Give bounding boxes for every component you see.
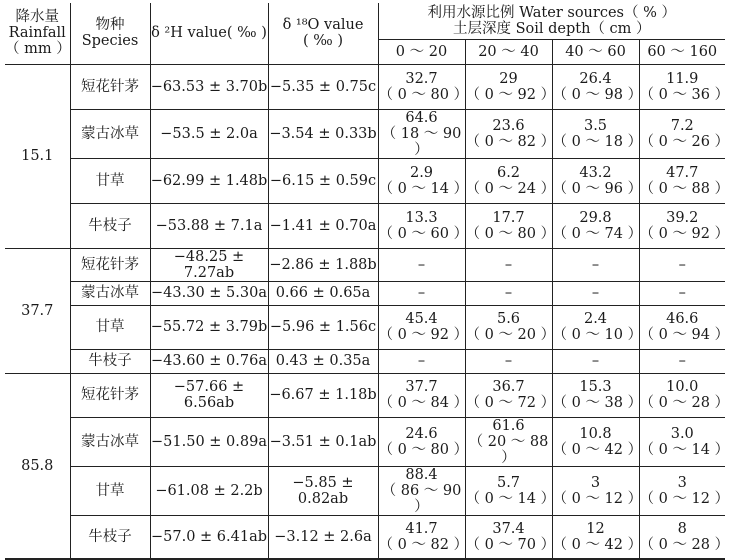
water-source-cell-60-160 <box>639 158 730 203</box>
water-source-table <box>5 3 730 560</box>
water-source-cell-20-40 <box>465 109 556 158</box>
water-source-percent: 2.4 <box>583 311 608 327</box>
d2h-cell: −55.72 ± 3.79b <box>150 305 268 349</box>
species-cell: 短花针茅 <box>70 373 150 417</box>
species-cell: 短花针茅 <box>70 248 150 281</box>
water-source-range: （ 0 ～ 42 ） <box>552 536 643 553</box>
header-rainfall-unit: （ mm ） <box>5 41 71 58</box>
water-source-percent: 36.7 <box>492 379 525 395</box>
d18o-cell: −5.96 ± 1.56c <box>268 305 378 349</box>
header-depth-40-60: 40 ～ 60 <box>552 39 639 64</box>
water-source-percent: 39.2 <box>666 209 699 226</box>
header-species-en: Species <box>81 33 139 50</box>
water-source-percent: 10.8 <box>579 425 612 442</box>
water-source-cell-0-20 <box>378 158 469 203</box>
water-source-percent: 3.5 <box>583 117 608 134</box>
water-source-percent: 17.7 <box>492 209 525 226</box>
water-source-percent: 13.3 <box>405 209 438 226</box>
water-source-percent: 3.0 <box>670 425 694 442</box>
water-source-cell-0-20 <box>378 515 469 559</box>
water-source-range: （ 0 ～ 70 ） <box>465 536 556 553</box>
table-body <box>5 64 730 559</box>
water-source-cell-20-40 <box>465 64 556 109</box>
water-source-cell-40-60 <box>552 373 643 417</box>
water-source-cell-20-40 <box>465 281 552 305</box>
water-source-range: （ 0 ～ 14 ） <box>465 490 556 507</box>
water-source-percent: 5.7 <box>496 474 521 491</box>
d2h-cell: −43.60 ± 0.76a <box>150 349 268 373</box>
d18o-cell: −2.86 ± 1.88b <box>268 248 378 281</box>
water-source-percent: – <box>417 256 426 273</box>
water-source-percent: 37.4 <box>492 520 525 537</box>
water-source-percent: 88.4 <box>405 466 438 483</box>
water-source-range: （ 0 ～ 12 ） <box>552 490 643 507</box>
d2h-cell: −61.08 ± 2.2b <box>150 466 268 515</box>
water-source-percent: 32.7 <box>405 70 438 87</box>
d2h-cell: −57.66 ± 6.56ab <box>150 373 268 417</box>
table-row <box>5 158 725 203</box>
water-source-cell-40-60 <box>552 203 643 248</box>
header-rainfall-cn: 降水量 <box>15 9 59 26</box>
water-source-range: （ 0 ～ 14 ） <box>378 180 469 197</box>
table-row <box>5 305 725 349</box>
water-source-range: （ 18 ～ 90 ） <box>381 125 462 158</box>
d18o-cell: −3.12 ± 2.6a <box>268 515 378 559</box>
water-source-cell-0-20 <box>378 466 465 515</box>
water-source-cell-20-40 <box>465 203 556 248</box>
water-source-cell-60-160 <box>639 64 730 109</box>
species-cell: 牛枝子 <box>70 203 150 248</box>
d18o-cell: −1.41 ± 0.70a <box>268 203 378 248</box>
water-source-range: （ 0 ～ 82 ） <box>378 536 469 553</box>
water-source-cell-40-60 <box>552 417 643 466</box>
d18o-cell: −6.67 ± 1.18b <box>268 373 378 417</box>
water-source-range: （ 0 ～ 14 ） <box>639 441 730 458</box>
water-source-range: （ 0 ～ 94 ） <box>639 327 730 343</box>
table-row <box>5 248 725 281</box>
water-source-range: （ 86 ～ 90 ） <box>381 482 462 515</box>
water-source-cell-40-60 <box>552 109 643 158</box>
water-source-percent: 61.6 <box>492 417 525 434</box>
header-d18o <box>268 3 378 64</box>
water-source-cell-20-40 <box>465 373 556 417</box>
header-species-cn: 物种 <box>95 17 125 34</box>
rainfall-cell: 85.8 <box>5 373 70 559</box>
header-soil-depth-label: 土层深度 Soil depth（ cm ） <box>452 20 651 37</box>
water-source-cell-0-20 <box>378 281 465 305</box>
header-rainfall-en: Rainfall <box>8 25 66 42</box>
water-source-cell-40-60 <box>552 158 643 203</box>
water-source-percent: – <box>591 285 600 301</box>
water-source-range: （ 0 ～ 72 ） <box>465 395 556 411</box>
water-source-percent: 29 <box>499 70 518 87</box>
water-source-percent: – <box>678 285 686 301</box>
water-source-range: （ 0 ～ 80 ） <box>465 225 556 242</box>
water-source-range: （ 0 ～ 92 ） <box>378 327 469 343</box>
header-depth-20-40: 20 ～ 40 <box>465 39 552 64</box>
rainfall-cell: 15.1 <box>5 64 70 248</box>
water-source-cell-0-20 <box>378 305 469 349</box>
water-source-range: （ 20 ～ 88 ） <box>468 433 549 466</box>
table-row <box>5 281 725 305</box>
species-cell: 牛枝子 <box>70 349 150 373</box>
water-source-percent: 8 <box>677 520 687 537</box>
water-source-range: （ 0 ～ 82 ） <box>465 133 556 150</box>
water-source-cell-40-60 <box>552 515 643 559</box>
water-source-range: （ 0 ～ 74 ） <box>552 225 643 242</box>
header-depth-60-160: 60 ～ 160 <box>639 39 725 64</box>
water-source-cell-20-40 <box>465 305 556 349</box>
water-source-cell-20-40 <box>465 417 552 466</box>
d2h-cell: −62.99 ± 1.48b <box>150 158 268 203</box>
water-source-cell-20-40 <box>465 349 552 373</box>
water-source-range: （ 0 ～ 12 ） <box>639 490 730 507</box>
water-source-range: （ 0 ～ 28 ） <box>639 395 730 411</box>
water-source-range: （ 0 ～ 92 ） <box>465 86 556 103</box>
header-species <box>70 3 150 64</box>
water-source-cell-60-160 <box>639 305 730 349</box>
water-source-cell-40-60 <box>552 349 639 373</box>
water-source-range: （ 0 ～ 98 ） <box>552 86 643 103</box>
water-source-cell-40-60 <box>552 64 643 109</box>
species-cell: 蒙古冰草 <box>70 109 150 158</box>
water-source-percent: – <box>678 353 686 369</box>
water-source-percent: 47.7 <box>666 164 699 181</box>
water-source-percent: – <box>678 256 686 273</box>
water-source-percent: 5.6 <box>496 311 521 327</box>
header-rainfall <box>5 3 70 64</box>
d2h-cell: −53.88 ± 7.1a <box>150 203 268 248</box>
water-source-range: （ 0 ～ 20 ） <box>465 327 556 343</box>
water-source-range: （ 0 ～ 36 ） <box>639 86 730 103</box>
water-source-cell-20-40 <box>465 248 552 281</box>
water-source-range: （ 0 ～ 88 ） <box>639 180 730 197</box>
water-source-percent: 10.0 <box>666 379 699 395</box>
water-source-cell-0-20 <box>378 109 465 158</box>
water-source-percent: – <box>417 353 426 369</box>
d18o-cell: −6.15 ± 0.59c <box>268 158 378 203</box>
d2h-cell: −53.5 ± 2.0a <box>150 109 268 158</box>
water-source-cell-0-20 <box>378 203 469 248</box>
water-source-cell-60-160 <box>639 349 725 373</box>
d2h-cell: −57.0 ± 6.41ab <box>150 515 268 559</box>
water-source-cell-60-160 <box>639 281 725 305</box>
water-source-cell-0-20 <box>378 64 469 109</box>
water-source-cell-0-20 <box>378 373 469 417</box>
d18o-cell: 0.43 ± 0.35a <box>268 349 378 373</box>
table-row <box>5 109 725 158</box>
water-source-percent: 12 <box>586 520 605 537</box>
species-cell: 蒙古冰草 <box>70 281 150 305</box>
water-source-range: （ 0 ～ 80 ） <box>378 441 469 458</box>
water-source-percent: – <box>504 353 513 369</box>
water-source-cell-0-20 <box>378 349 465 373</box>
water-source-percent: 6.2 <box>496 164 521 181</box>
water-source-percent: 23.6 <box>492 117 525 134</box>
d2h-cell: −43.30 ± 5.30a <box>150 281 268 305</box>
species-cell: 甘草 <box>70 305 150 349</box>
water-source-range: （ 0 ～ 84 ） <box>378 395 469 411</box>
water-source-range: （ 0 ～ 26 ） <box>639 133 730 150</box>
water-source-range: （ 0 ～ 24 ） <box>465 180 556 197</box>
water-source-cell-20-40 <box>465 466 556 515</box>
header-d18o-unit: ( ‰ ) <box>303 33 343 50</box>
water-source-cell-60-160 <box>639 203 730 248</box>
table-row <box>5 466 725 515</box>
water-source-cell-60-160 <box>639 417 730 466</box>
water-source-range: （ 0 ～ 80 ） <box>378 86 469 103</box>
water-source-range: （ 0 ～ 10 ） <box>552 327 643 343</box>
water-source-range: （ 0 ～ 60 ） <box>378 225 469 242</box>
d18o-cell: −5.35 ± 0.75c <box>268 64 378 109</box>
water-source-percent: 41.7 <box>405 520 438 537</box>
water-source-percent: 45.4 <box>405 311 438 327</box>
water-source-percent: 3 <box>590 474 601 491</box>
water-source-range: （ 0 ～ 28 ） <box>639 536 730 553</box>
d2h-cell: −63.53 ± 3.70b <box>150 64 268 109</box>
water-source-cell-20-40 <box>465 515 556 559</box>
water-source-percent: 29.8 <box>579 209 612 226</box>
water-source-percent: – <box>504 285 513 301</box>
water-source-percent: 24.6 <box>405 425 438 442</box>
d18o-cell: −5.85 ± 0.82ab <box>268 466 378 515</box>
water-source-percent: 46.6 <box>666 311 699 327</box>
header-water-sources <box>378 3 725 39</box>
water-source-percent: – <box>417 285 426 301</box>
species-cell: 甘草 <box>70 158 150 203</box>
d2h-cell: −51.50 ± 0.89a <box>150 417 268 466</box>
water-source-percent: – <box>591 256 600 273</box>
table-row <box>5 64 725 109</box>
water-source-percent: – <box>504 256 513 273</box>
d18o-cell: −3.51 ± 0.1ab <box>268 417 378 466</box>
species-cell: 甘草 <box>70 466 150 515</box>
water-source-cell-40-60 <box>552 281 639 305</box>
water-source-percent: 2.9 <box>409 164 434 181</box>
d18o-cell: −3.54 ± 0.33b <box>268 109 378 158</box>
rainfall-cell: 37.7 <box>5 248 70 373</box>
table-row <box>5 203 725 248</box>
d18o-cell: 0.66 ± 0.65a <box>268 281 378 305</box>
water-source-percent: 43.2 <box>579 164 612 181</box>
water-source-cell-20-40 <box>465 158 556 203</box>
species-cell: 牛枝子 <box>70 515 150 559</box>
water-source-range: （ 0 ～ 38 ） <box>552 395 643 411</box>
header-depth-0-20: 0 ～ 20 <box>378 39 465 64</box>
water-source-range: （ 0 ～ 42 ） <box>552 441 643 458</box>
water-source-cell-60-160 <box>639 109 730 158</box>
water-source-range: （ 0 ～ 96 ） <box>552 180 643 197</box>
water-source-range: （ 0 ～ 18 ） <box>552 133 643 150</box>
water-source-cell-60-160 <box>639 466 730 515</box>
water-source-percent: 26.4 <box>579 70 612 87</box>
species-cell: 蒙古冰草 <box>70 417 150 466</box>
header-water-sources-label: 利用水源比例 Water sources（ % ） <box>427 4 676 21</box>
water-source-cell-60-160 <box>639 515 730 559</box>
water-source-range: （ 0 ～ 92 ） <box>639 225 730 242</box>
table-row <box>5 515 725 559</box>
water-source-percent: 37.7 <box>405 379 438 395</box>
water-source-cell-60-160 <box>639 248 725 281</box>
water-source-cell-0-20 <box>378 248 465 281</box>
water-source-percent: 3 <box>677 474 687 491</box>
header-d18o-label: δ ¹⁸O value <box>282 17 364 34</box>
water-source-percent: 15.3 <box>579 379 612 395</box>
water-source-cell-40-60 <box>552 248 639 281</box>
water-source-cell-40-60 <box>552 466 643 515</box>
water-source-cell-0-20 <box>378 417 469 466</box>
water-source-percent: 64.6 <box>405 109 438 126</box>
water-source-percent: – <box>591 353 600 369</box>
water-source-cell-60-160 <box>639 373 730 417</box>
water-source-cell-40-60 <box>552 305 643 349</box>
header-d2h-label: δ ²H value( ‰ ) <box>151 25 267 42</box>
table-row <box>5 373 725 417</box>
species-cell: 短花针茅 <box>70 64 150 109</box>
water-source-percent: 7.2 <box>670 117 694 134</box>
header-d2h <box>150 3 268 64</box>
d2h-cell: −48.25 ± 7.27ab <box>150 248 268 281</box>
table-row <box>5 349 725 373</box>
table-row <box>5 417 725 466</box>
water-source-percent: 11.9 <box>666 70 699 87</box>
